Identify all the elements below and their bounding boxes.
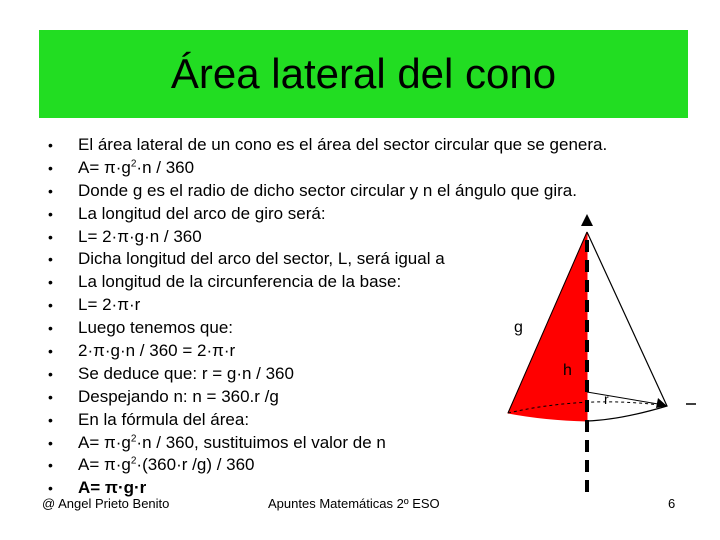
bullet-line: • El área lateral de un cono es el área del sector circular que se genera.: [48, 134, 688, 157]
arrow-up-icon: [581, 214, 593, 226]
bullet-icon: •: [48, 434, 53, 451]
label-g: g: [514, 319, 523, 336]
bullet-line: • Dicha longitud del arco del sector, L, será igual a: [48, 248, 688, 271]
bullet-icon: •: [48, 457, 53, 474]
bullet-icon: •: [48, 343, 53, 360]
bullet-line: • La longitud del arco de giro será:: [48, 203, 688, 226]
bullet-icon: •: [48, 251, 53, 268]
cone-figure: [480, 205, 720, 505]
bullet-icon: •: [48, 297, 53, 314]
bullet-line: • A= π·g·r: [48, 477, 688, 500]
label-r: r: [604, 391, 609, 407]
bullet-line: • L= 2·π·g·n / 360: [48, 226, 688, 249]
bullet-line: • 2·π·g·n / 360 = 2·π·r: [48, 340, 688, 363]
bullet-line: • La longitud de la circunferencia de la base:: [48, 271, 688, 294]
bullet-icon: •: [48, 411, 53, 428]
bullet-line: • $A= \pi\cdot g^2\cdot n / 360$: [48, 157, 688, 180]
bullet-line: • $A= \pi\cdot g^2\cdot n / 360$, sustituimos el valor de n: [48, 432, 688, 455]
title-banner: [39, 30, 688, 118]
bullet-icon: •: [48, 137, 53, 153]
footer-course: Apuntes Matemáticas 2º ESO: [268, 496, 440, 511]
cone-outline: [587, 232, 667, 421]
radius-line: [587, 392, 664, 405]
bullet-line: • Luego tenemos que:: [48, 317, 688, 340]
bullet-line: • Se deduce que: r = g·n / 360: [48, 363, 688, 386]
bullet-icon: •: [48, 159, 53, 176]
page-number: 6: [668, 496, 676, 511]
bullet-line: • Donde g es el radio de dicho sector circular y n el ángulo que gira.: [48, 180, 688, 203]
bullet-line: • $A= \pi\cdot g^2\cdot(360\cdot r$ /g) / 360: [48, 454, 688, 477]
bullet-icon: •: [48, 205, 53, 222]
bullet-icon: •: [48, 320, 53, 337]
label-h: h: [563, 362, 572, 379]
bullet-icon: •: [48, 182, 53, 199]
bullet-icon: •: [48, 228, 53, 245]
footer-author: @ Angel Prieto Benito: [42, 496, 170, 511]
bullet-line: • L= 2·π·r: [48, 294, 688, 317]
slide-title: Área lateral del cono: [170, 50, 557, 97]
bullet-icon: •: [48, 365, 53, 382]
bullet-line: • Despejando n: n = 360.r /g: [48, 386, 688, 409]
bullet-line: • En la fórmula del área:: [48, 409, 688, 432]
bullet-icon: •: [48, 388, 53, 405]
bullet-icon: •: [48, 274, 53, 291]
bullet-icon: •: [48, 480, 53, 497]
